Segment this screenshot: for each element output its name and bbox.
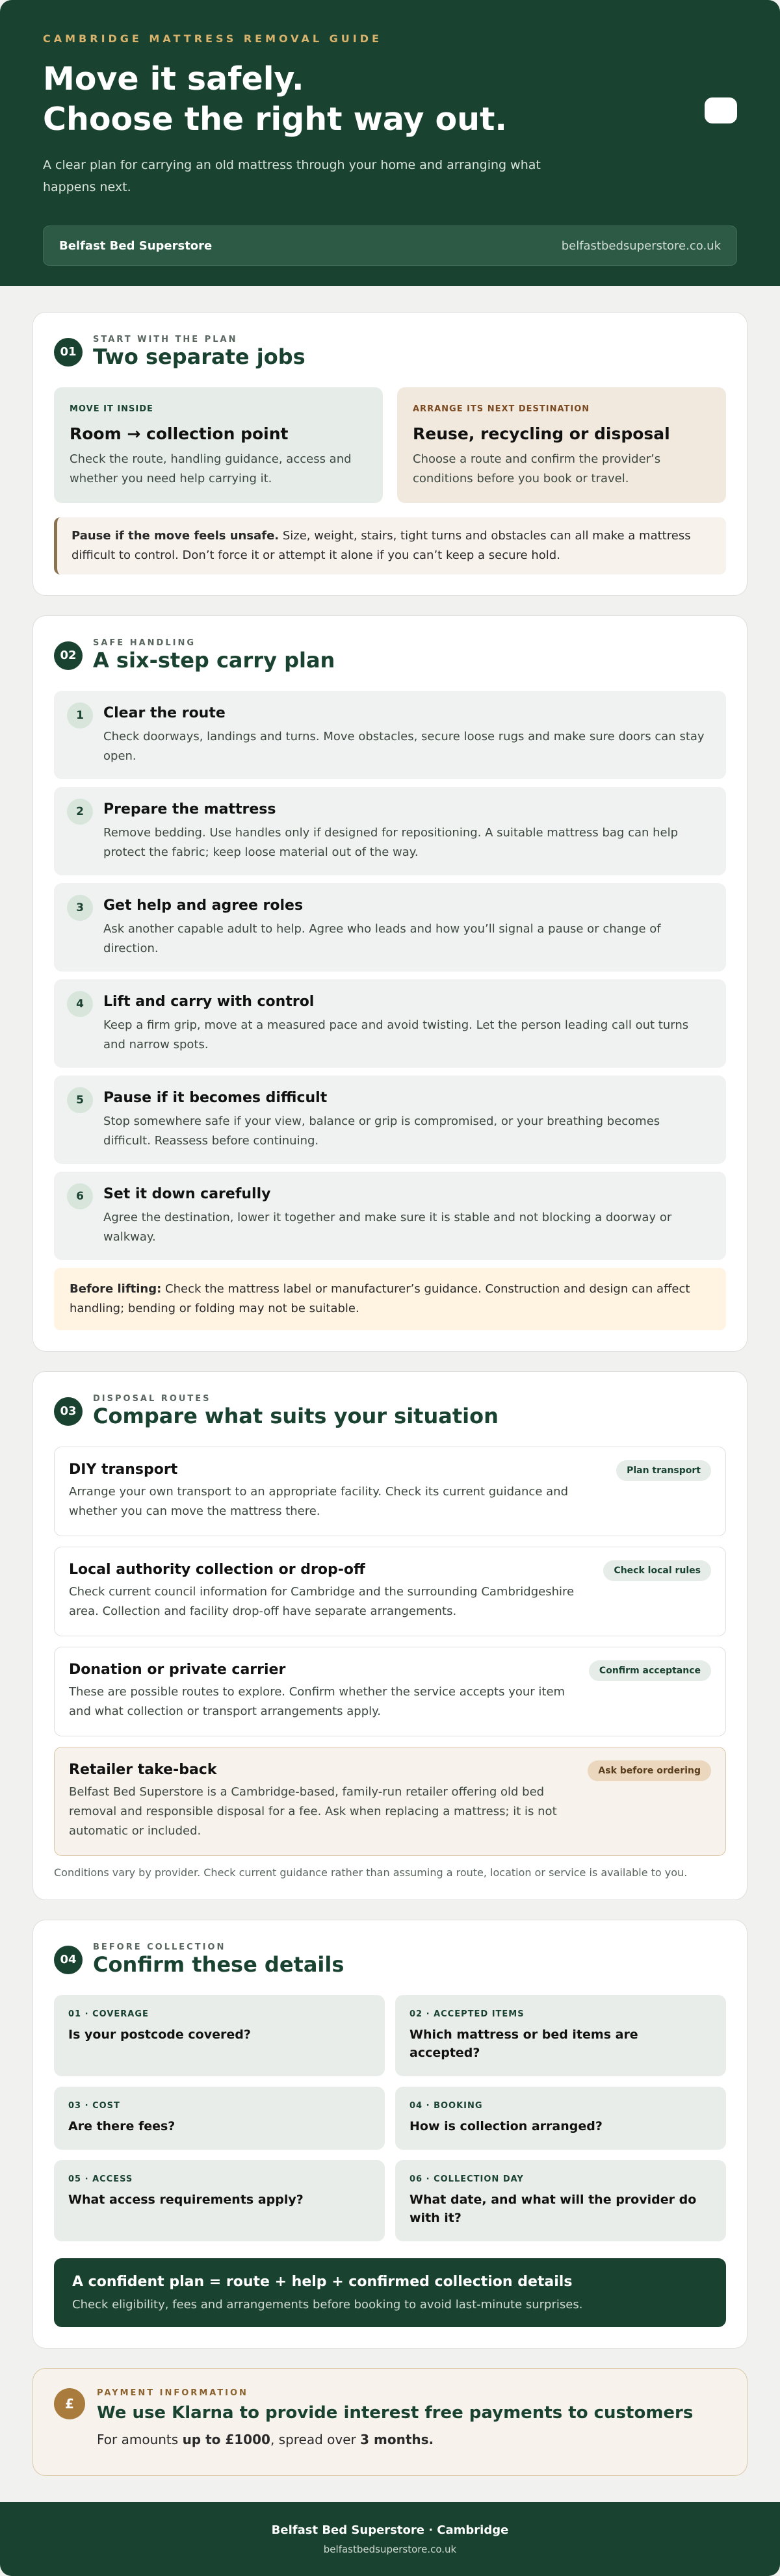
banner-title: A confident plan = route + help + confirmed collection details bbox=[72, 2274, 573, 2290]
section-title: Confirm these details bbox=[93, 1952, 344, 1977]
step-item bbox=[54, 1075, 726, 1164]
detail-question: How is collection arranged? bbox=[410, 2119, 603, 2133]
job-text: Choose a route and confirm the provider’s conditions before you book or travel. bbox=[413, 452, 661, 485]
payment-info bbox=[32, 2368, 748, 2476]
route-text: Belfast Bed Superstore is a Cambridge-based, family-run retailer offering old bed removal and responsible disposal for a fee. Ask when replacing a mattress; it is not automatic or included. bbox=[69, 1785, 557, 1838]
step-item bbox=[54, 979, 726, 1068]
payment-amount: up to £1000 bbox=[182, 2432, 270, 2447]
detail-label: 03 · COST bbox=[68, 2101, 120, 2111]
route-diy-transport bbox=[54, 1447, 726, 1536]
detail-label: 05 · ACCESS bbox=[68, 2174, 133, 2184]
detail-booking bbox=[395, 2087, 726, 2150]
section-number: 02 bbox=[54, 641, 83, 670]
step-number: 2 bbox=[67, 799, 93, 825]
route-tag[interactable]: Confirm acceptance bbox=[589, 1660, 711, 1681]
unsafe-callout bbox=[54, 517, 726, 574]
route-title: Retailer take-back bbox=[69, 1762, 217, 1778]
hero-eyebrow: CAMBRIDGE MATTRESS REMOVAL GUIDE bbox=[43, 32, 382, 45]
before-lifting-note bbox=[54, 1268, 726, 1330]
step-title: Get help and agree roles bbox=[103, 897, 304, 914]
routes-footnote: Conditions vary by provider. Check current guidance rather than assuming a route, location or service is available to you. bbox=[54, 1866, 688, 1879]
section-number: 01 bbox=[54, 338, 83, 367]
step-number: 5 bbox=[67, 1087, 93, 1113]
payment-months: 3 months. bbox=[360, 2432, 434, 2447]
detail-label: 06 · COLLECTION DAY bbox=[410, 2174, 524, 2184]
detail-label: 04 · BOOKING bbox=[410, 2101, 483, 2111]
job-next-destination bbox=[397, 387, 726, 503]
step-text: Check doorways, landings and turns. Move obstacles, secure loose rugs and make sure doors can stay open. bbox=[103, 730, 705, 763]
route-text: Arrange your own transport to an appropriate facility. Check its current guidance and whether you can move the mattress there. bbox=[69, 1485, 568, 1518]
step-text: Keep a firm grip, move at a measured pace and avoid twisting. Let the person leading call out turns and narrow spots. bbox=[103, 1018, 689, 1051]
step-item bbox=[54, 883, 726, 972]
route-local-authority bbox=[54, 1547, 726, 1636]
section-kicker: SAFE HANDLING bbox=[93, 638, 196, 648]
job-label: ARRANGE ITS NEXT DESTINATION bbox=[413, 404, 590, 414]
route-text: These are possible routes to explore. Confirm whether the service accepts your item and what collection or transport arrangements apply. bbox=[69, 1685, 566, 1718]
payment-text-mid: , spread over bbox=[270, 2432, 361, 2447]
hero-intro: A clear plan for carrying an old mattress through your home and arranging what happens next. bbox=[43, 158, 541, 194]
section-header bbox=[54, 1942, 726, 1977]
details-grid bbox=[54, 1995, 726, 2241]
route-donation-carrier bbox=[54, 1647, 726, 1736]
pound-icon: £ bbox=[54, 2388, 85, 2419]
route-tag[interactable]: Ask before ordering bbox=[588, 1760, 711, 1781]
payment-text-pre: For amounts bbox=[97, 2432, 183, 2447]
section-header bbox=[54, 638, 726, 673]
section-kicker: DISPOSAL ROUTES bbox=[93, 1394, 211, 1404]
detail-label: 01 · COVERAGE bbox=[68, 2009, 149, 2019]
section-carry-plan bbox=[32, 615, 748, 1352]
confident-plan-banner bbox=[54, 2258, 726, 2327]
banner-text: Check eligibility, fees and arrangements before booking to avoid last-minute surprises. bbox=[72, 2298, 583, 2312]
route-tag[interactable]: Plan transport bbox=[616, 1460, 711, 1481]
step-title: Lift and carry with control bbox=[103, 994, 315, 1010]
store-url[interactable]: belfastbedsuperstore.co.uk bbox=[561, 238, 721, 253]
step-title: Prepare the mattress bbox=[103, 801, 276, 818]
section-confirm-details bbox=[32, 1920, 748, 2349]
step-item bbox=[54, 787, 726, 875]
payment-title: We use Klarna to provide interest free payments to customers bbox=[97, 2403, 694, 2423]
section-disposal-routes bbox=[32, 1371, 748, 1900]
section-kicker: BEFORE COLLECTION bbox=[93, 1942, 226, 1952]
detail-question: What access requirements apply? bbox=[68, 2193, 304, 2207]
route-text: Check current council information for Cambridge and the surrounding Cambridgeshire area. Collection and facility drop-off have separate arrangements. bbox=[69, 1585, 575, 1618]
job-title: Room → collection point bbox=[70, 424, 289, 443]
detail-accepted-items bbox=[395, 1995, 726, 2076]
job-move-inside bbox=[54, 387, 383, 503]
store-name: Belfast Bed Superstore bbox=[59, 238, 213, 253]
step-item bbox=[54, 1172, 726, 1260]
detail-question: Are there fees? bbox=[68, 2119, 176, 2133]
payment-kicker: PAYMENT INFORMATION bbox=[97, 2388, 248, 2398]
callout-bold: Pause if the move feels unsafe. bbox=[72, 529, 280, 543]
footer-title: Belfast Bed Superstore · Cambridge bbox=[271, 2523, 509, 2537]
jobs-grid bbox=[54, 387, 726, 503]
route-title: DIY transport bbox=[69, 1462, 178, 1478]
job-text: Check the route, handling guidance, access and whether you need help carrying it. bbox=[70, 452, 352, 485]
detail-cost bbox=[54, 2087, 385, 2150]
step-title: Pause if it becomes difficult bbox=[103, 1090, 328, 1106]
step-text: Remove bedding. Use handles only if designed for repositioning. A suitable mattress bag can help protect the fabric; keep loose material out of the way. bbox=[103, 826, 679, 859]
section-header bbox=[54, 335, 726, 369]
route-title: Local authority collection or drop-off bbox=[69, 1562, 365, 1578]
callout-text: Size, weight, stairs, tight turns and obstacles can all make a mattress difficult to control. Don’t force it or attempt it alone if you can’t keep a secure hold. bbox=[72, 529, 691, 562]
step-text: Ask another capable adult to help. Agree who leads and how you’ll signal a pause or change of direction. bbox=[103, 922, 661, 955]
step-title: Clear the route bbox=[103, 705, 226, 721]
toggle-pill[interactable] bbox=[705, 97, 737, 123]
step-text: Stop somewhere safe if your view, balance or grip is compromised, or your breathing becomes difficult. Reassess before continuing. bbox=[103, 1114, 660, 1148]
route-retailer-takeback bbox=[54, 1747, 726, 1856]
section-header bbox=[54, 1394, 726, 1428]
section-title: Two separate jobs bbox=[93, 344, 306, 369]
store-bar[interactable] bbox=[43, 225, 737, 266]
detail-question: Which mattress or bed items are accepted? bbox=[410, 2028, 638, 2060]
hero-title-line1: Move it safely. bbox=[43, 60, 304, 97]
hero-title-line2: Choose the right way out. bbox=[43, 101, 508, 138]
note-bold: Before lifting: bbox=[70, 1282, 162, 1296]
job-label: MOVE IT INSIDE bbox=[70, 404, 153, 414]
step-text: Agree the destination, lower it together and make sure it is stable and not blocking a doorway or walkway. bbox=[103, 1211, 672, 1244]
note-text: Check the mattress label or manufacturer’s guidance. Construction and design can affect handling; bending or folding may not be suitable. bbox=[70, 1282, 690, 1315]
footer-url[interactable]: belfastbedsuperstore.co.uk bbox=[323, 2543, 457, 2555]
section-two-jobs bbox=[32, 312, 748, 596]
section-kicker: START WITH THE PLAN bbox=[93, 335, 238, 344]
section-number: 03 bbox=[54, 1397, 83, 1426]
detail-collection-day bbox=[395, 2160, 726, 2241]
route-title: Donation or private carrier bbox=[69, 1662, 286, 1678]
detail-question: Is your postcode covered? bbox=[68, 2028, 251, 2042]
detail-question: What date, and what will the provider do with it? bbox=[410, 2193, 697, 2225]
section-title: Compare what suits your situation bbox=[93, 1404, 499, 1428]
step-item bbox=[54, 691, 726, 779]
route-tag[interactable]: Check local rules bbox=[603, 1560, 711, 1581]
hero bbox=[0, 0, 780, 286]
detail-access bbox=[54, 2160, 385, 2241]
detail-label: 02 · ACCEPTED ITEMS bbox=[410, 2009, 525, 2019]
step-number: 4 bbox=[67, 991, 93, 1017]
step-number: 6 bbox=[67, 1183, 93, 1209]
step-number: 1 bbox=[67, 702, 93, 728]
hero-title bbox=[43, 59, 737, 140]
step-title: Set it down carefully bbox=[103, 1186, 271, 1202]
footer bbox=[0, 2502, 780, 2576]
payment-text bbox=[97, 2432, 693, 2447]
step-number: 3 bbox=[67, 895, 93, 921]
job-title: Reuse, recycling or disposal bbox=[413, 424, 670, 443]
detail-coverage bbox=[54, 1995, 385, 2076]
section-number: 04 bbox=[54, 1946, 83, 1974]
section-title: A six-step carry plan bbox=[93, 648, 335, 673]
